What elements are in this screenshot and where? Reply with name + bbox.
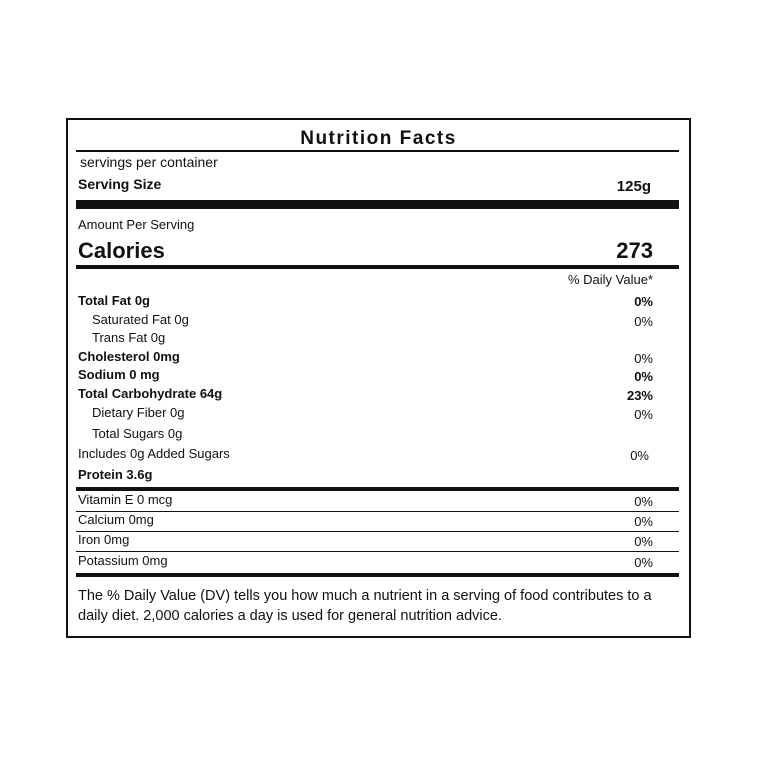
vitamin-divider bbox=[76, 511, 679, 512]
nutrient-added-sugars: Includes 0g Added Sugars bbox=[78, 446, 230, 461]
calories-rule bbox=[76, 265, 679, 269]
nutrient-added-sugars-dv: 0% bbox=[630, 448, 649, 463]
servings-per-container: servings per container bbox=[80, 154, 218, 170]
potassium-dv: 0% bbox=[634, 555, 653, 570]
nutrient-saturated-fat-dv: 0% bbox=[634, 314, 653, 329]
nutrition-facts-label bbox=[66, 118, 691, 638]
vitamin-divider bbox=[76, 531, 679, 532]
title-rule bbox=[76, 150, 679, 152]
nutrient-cholesterol-dv: 0% bbox=[634, 351, 653, 366]
nutrient-sodium-dv: 0% bbox=[634, 369, 653, 384]
potassium: Potassium 0mg bbox=[78, 553, 168, 568]
nutrient-total-carbohydrate-dv: 23% bbox=[626, 388, 653, 403]
vitamin-e: Vitamin E 0 mcg bbox=[78, 492, 173, 507]
nutrient-total-sugars: Total Sugars 0g bbox=[92, 426, 183, 441]
vitamin-divider bbox=[76, 551, 679, 552]
serving-size-value: 125g bbox=[616, 178, 651, 195]
nutrient-saturated-fat: Saturated Fat 0g bbox=[92, 312, 189, 327]
vitamin-e-dv: 0% bbox=[634, 494, 653, 509]
thick-rule-top bbox=[76, 200, 679, 209]
calories-value: 273 bbox=[616, 238, 653, 263]
footnote-rule bbox=[76, 573, 679, 577]
nutrient-trans-fat: Trans Fat 0g bbox=[92, 330, 166, 345]
calcium: Calcium 0mg bbox=[78, 512, 154, 527]
nutrient-dietary-fiber: Dietary Fiber 0g bbox=[92, 405, 185, 420]
daily-value-header: % Daily Value* bbox=[567, 272, 653, 287]
amount-per-serving: Amount Per Serving bbox=[78, 217, 195, 232]
calcium-dv: 0% bbox=[634, 514, 653, 529]
serving-size-label: Serving Size bbox=[78, 176, 162, 192]
nutrient-name: Fat 0g bbox=[111, 293, 150, 308]
protein-rule bbox=[76, 487, 679, 491]
calories-label: Calories bbox=[78, 238, 165, 263]
label-title: Nutrition Facts bbox=[300, 128, 457, 149]
nutrient-name-prefix: Total bbox=[78, 293, 112, 308]
nutrient-total-fat bbox=[78, 293, 150, 308]
nutrient-cholesterol: Cholesterol 0mg bbox=[78, 349, 180, 364]
iron: Iron 0mg bbox=[78, 532, 130, 547]
nutrient-total-carbohydrate: Total Carbohydrate 64g bbox=[78, 386, 223, 401]
nutrient-total-fat-dv: 0% bbox=[634, 294, 653, 309]
daily-value-footnote: The % Daily Value (DV) tells you how much a nutrient in a serving of food contributes to a daily diet. 2,000 calories a day is used for general nutrition advice. bbox=[78, 588, 652, 624]
nutrient-sodium: Sodium 0 mg bbox=[78, 367, 160, 382]
nutrient-dietary-fiber-dv: 0% bbox=[634, 407, 653, 422]
nutrient-protein: Protein 3.6g bbox=[78, 467, 153, 482]
iron-dv: 0% bbox=[634, 534, 653, 549]
